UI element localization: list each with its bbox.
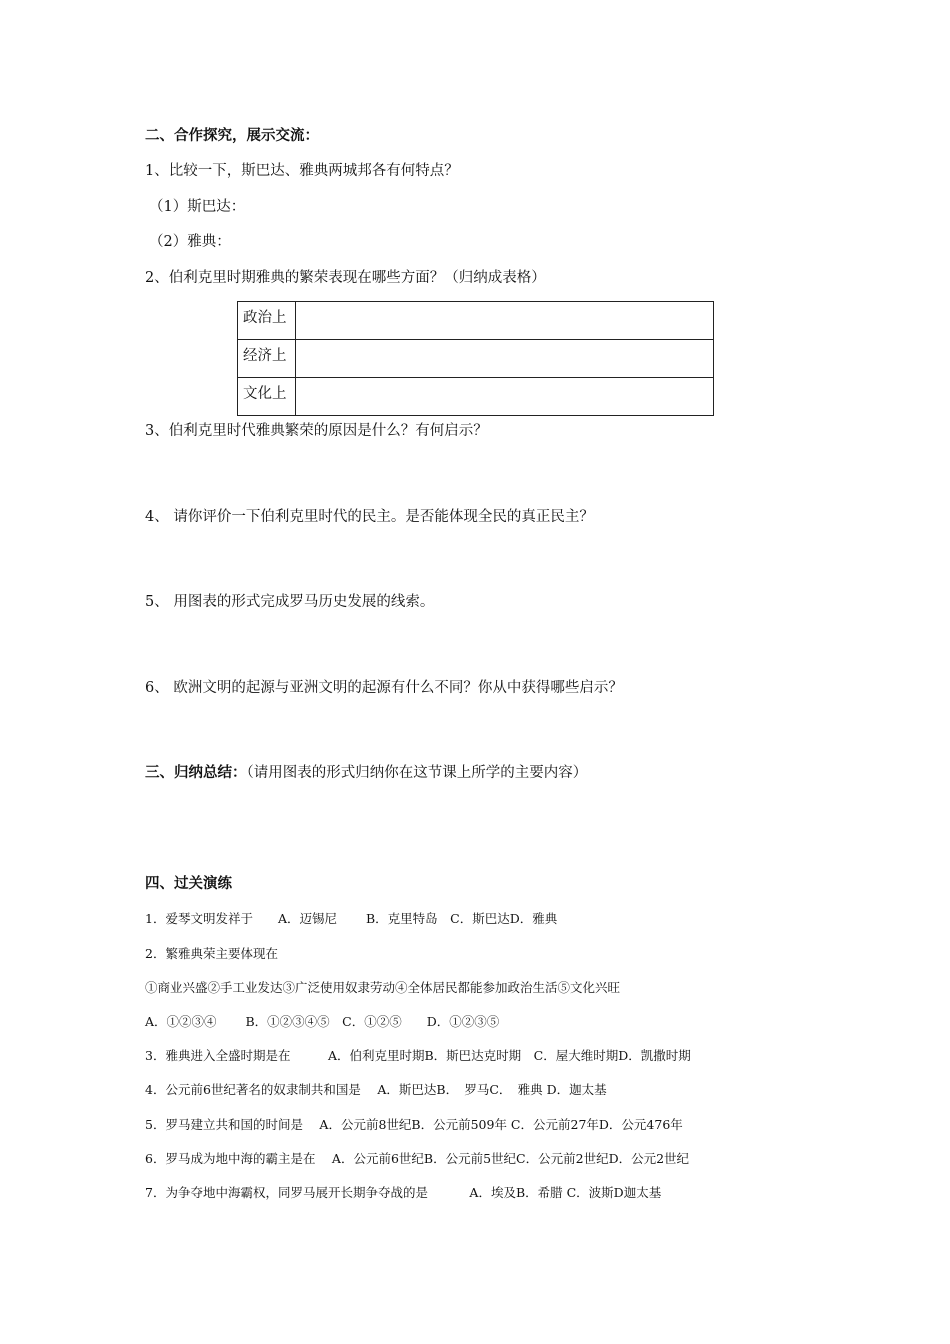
question-3: 3、伯利克里时代雅典繁荣的原因是什么？有何启示？ [145, 423, 488, 439]
row-label-economy: 经济上 [238, 340, 296, 378]
question-1-sparta: （1）斯巴达： [149, 199, 246, 215]
exercise-line: 7．为争夺地中海霸权，同罗马展开长期争夺战的是 A．埃及B．希腊 C．波斯D迦太基 [145, 1185, 662, 1200]
exercise-line: ①商业兴盛②手工业发达③广泛使用奴隶劳动④全体居民都能参加政治生活⑤文化兴旺 [145, 980, 621, 995]
prosperity-table [237, 301, 714, 416]
exercise-line: 5．罗马建立共和国的时间是 A．公元前8世纪B．公元前509年 C．公元前27年D．公元476年 [145, 1117, 683, 1132]
question-5: 5、 用图表的形式完成罗马历史发展的线索。 [145, 594, 435, 610]
table-row [238, 302, 714, 340]
section3-line [145, 763, 587, 783]
row-label-politics: 政治上 [238, 302, 296, 340]
answer-cell-economy[interactable] [296, 340, 714, 378]
question-1: 1、比较一下，斯巴达、雅典两城邦各有何特点？ [145, 163, 459, 179]
section3-note: （请用图表的形式归纳你在这节课上所学的主要内容） [246, 765, 588, 781]
exercise-line: 4．公元前6世纪著名的奴隶制共和国是 A．斯巴达B． 罗马C． 雅典 D．迦太基 [145, 1082, 607, 1097]
question-1-athens: （2）雅典： [149, 234, 231, 250]
table-row [238, 378, 714, 416]
exercise-line: 3．雅典进入全盛时期是在 A．伯利克里时期B．斯巴达克时期 C．屋大维时期D．凯撒时期 [145, 1048, 691, 1063]
section3-heading: 三、归纳总结： [145, 764, 247, 781]
section4-heading: 四、过关演练 [145, 875, 232, 892]
question-4: 4、 请你评价一下伯利克里时代的民主。是否能体现全民的真正民主？ [145, 509, 594, 525]
question-2: 2、伯利克里时期雅典的繁荣表现在哪些方面？（归纳成表格） [145, 270, 546, 286]
row-label-culture: 文化上 [238, 378, 296, 416]
exercise-line: 6．罗马成为地中海的霸主是在 A．公元前6世纪B．公元前5世纪C．公元前2世纪D．公元2世纪 [145, 1151, 690, 1166]
section2-heading: 二、合作探究，展示交流： [145, 127, 319, 144]
answer-cell-culture[interactable] [296, 378, 714, 416]
exercise-line: 1．爱琴文明发祥于 A．迈锡尼 B．克里特岛 C．斯巴达D．雅典 [145, 911, 558, 926]
exercise-line: A．①②③④ B．①②③④⑤ C．①②⑤ D．①②③⑤ [145, 1014, 500, 1029]
table-row [238, 340, 714, 378]
exercise-line: 2．繁雅典荣主要体现在 [145, 946, 278, 961]
answer-cell-politics[interactable] [296, 302, 714, 340]
question-6: 6、 欧洲文明的起源与亚洲文明的起源有什么不同？你从中获得哪些启示？ [145, 680, 623, 696]
